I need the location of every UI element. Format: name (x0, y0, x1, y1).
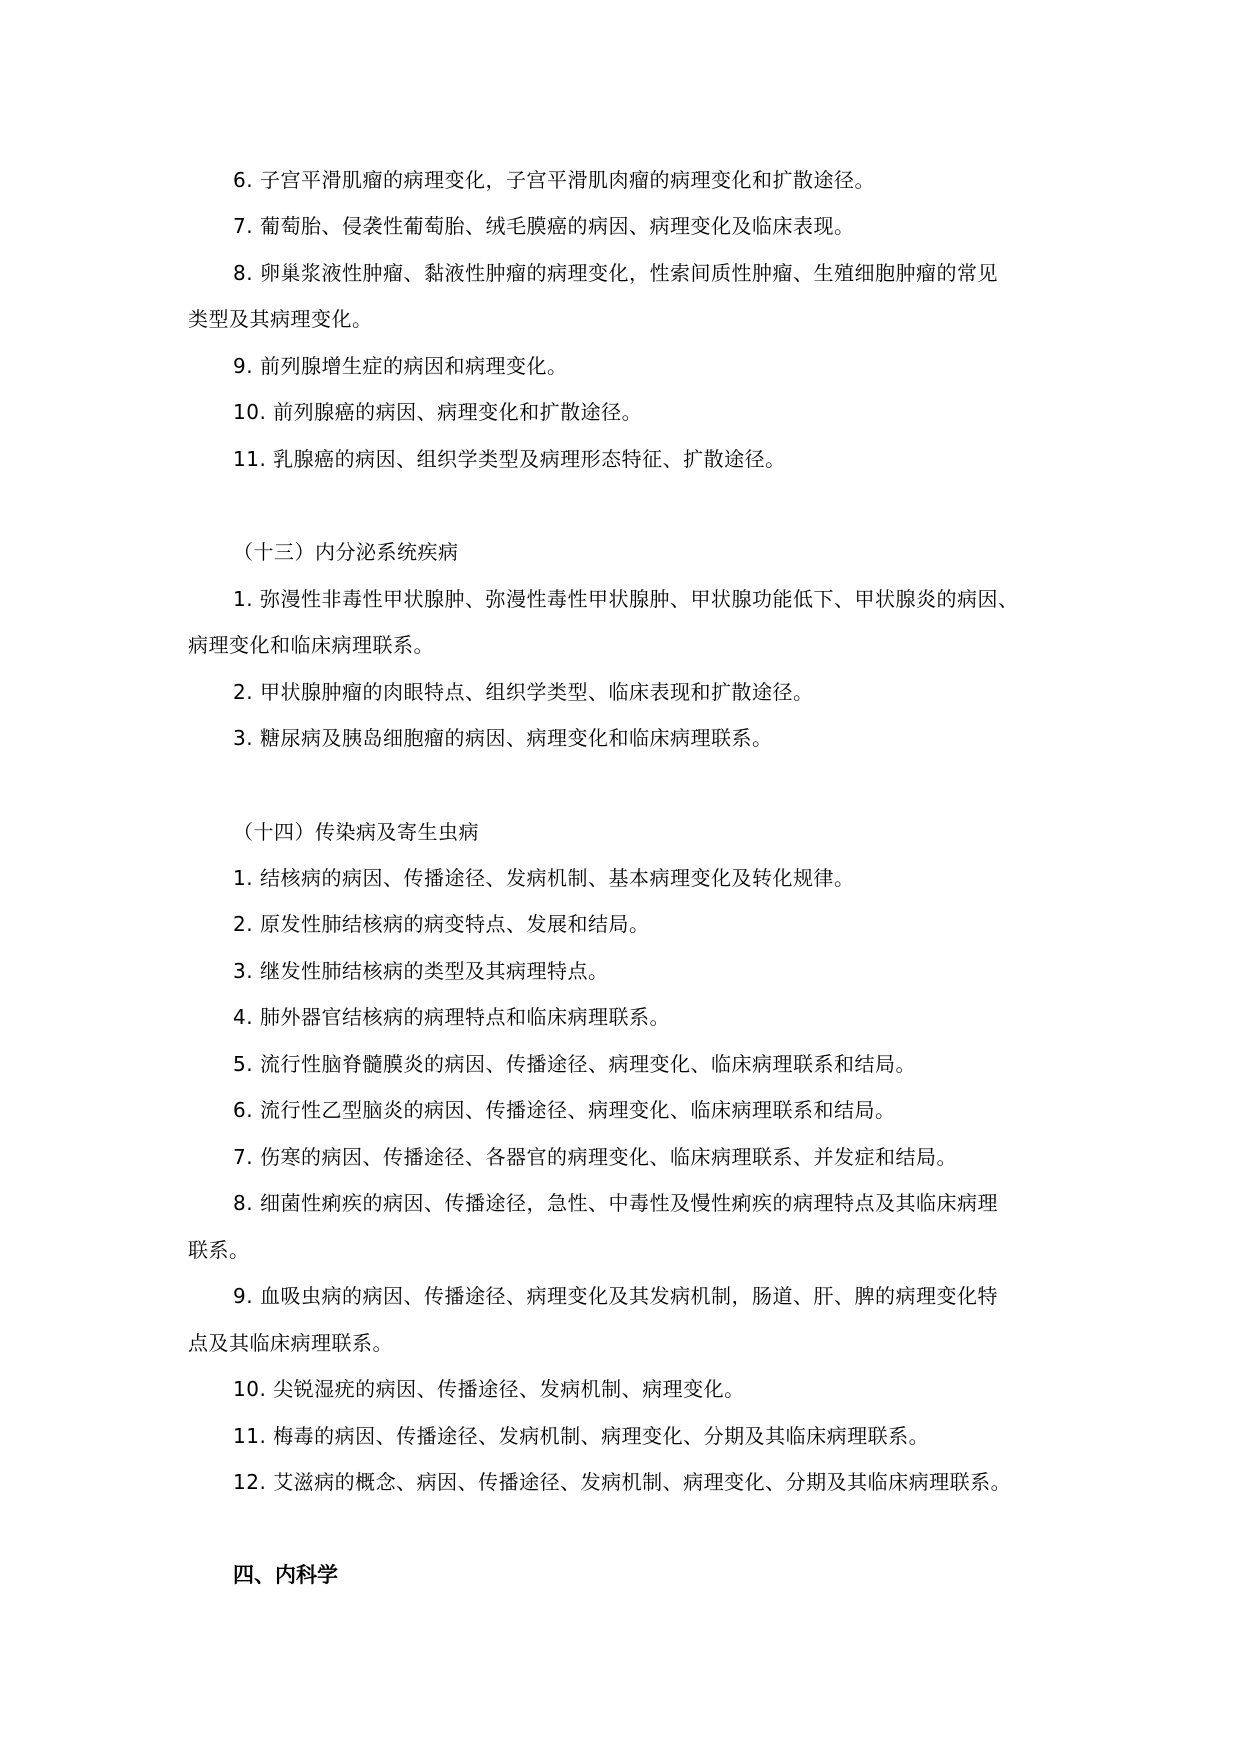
s14-item-2: 2. 原发性肺结核病的病变特点、发展和结局。 (233, 912, 650, 936)
s14-item-6: 6. 流行性乙型脑炎的病因、传播途径、病理变化、临床病理联系和结局。 (233, 1098, 896, 1122)
s13-item-1-line1: 1. 弥漫性非毒性甲状腺肿、弥漫性毒性甲状腺肿、甲状腺功能低下、甲状腺炎的病因、 (233, 587, 1019, 611)
s14-item-3: 3. 继发性肺结核病的类型及其病理特点。 (233, 959, 609, 983)
s14-item-8-line1: 8. 细菌性痢疾的病因、传播途径，急性、中毒性及慢性痢疾的病理特点及其临床病理 (233, 1191, 998, 1215)
s14-item-4: 4. 肺外器官结核病的病理特点和临床病理联系。 (233, 1005, 670, 1029)
section-14-title: （十四）传染病及寄生虫病 (233, 820, 479, 844)
s14-item-8-line2: 联系。 (188, 1238, 250, 1262)
s12-item-6: 6. 子宫平滑肌瘤的病理变化，子宫平滑肌肉瘤的病理变化和扩散途径。 (233, 168, 875, 192)
section-13-title: （十三）内分泌系统疾病 (233, 540, 459, 564)
s14-item-12: 12. 艾滋病的概念、病因、传播途径、发病机制、病理变化、分期及其临床病理联系。 (233, 1470, 1012, 1494)
s13-item-3: 3. 糖尿病及胰岛细胞瘤的病因、病理变化和临床病理联系。 (233, 726, 773, 750)
s14-item-1: 1. 结核病的病因、传播途径、发病机制、基本病理变化及转化规律。 (233, 866, 855, 890)
s13-item-2: 2. 甲状腺肿瘤的肉眼特点、组织学类型、临床表现和扩散途径。 (233, 680, 814, 704)
s14-item-7: 7. 伤寒的病因、传播途径、各器官的病理变化、临床病理联系、并发症和结局。 (233, 1145, 957, 1169)
s12-item-7: 7. 葡萄胎、侵袭性葡萄胎、绒毛膜癌的病因、病理变化及临床表现。 (233, 214, 855, 238)
s14-item-10: 10. 尖锐湿疣的病因、传播途径、发病机制、病理变化。 (233, 1377, 745, 1401)
s12-item-8-line2: 类型及其病理变化。 (188, 307, 373, 331)
s12-item-9: 9. 前列腺增生症的病因和病理变化。 (233, 354, 568, 378)
s14-item-9-line2: 点及其临床病理联系。 (188, 1331, 393, 1355)
s14-item-9-line1: 9. 血吸虫病的病因、传播途径、病理变化及其发病机制，肠道、肝、脾的病理变化特 (233, 1284, 998, 1308)
s13-item-1-line2: 病理变化和临床病理联系。 (188, 633, 434, 657)
s14-item-11: 11. 梅毒的病因、传播途径、发病机制、病理变化、分期及其临床病理联系。 (233, 1424, 930, 1448)
s12-item-11: 11. 乳腺癌的病因、组织学类型及病理形态特征、扩散途径。 (233, 447, 786, 471)
s14-item-5: 5. 流行性脑脊髓膜炎的病因、传播途径、病理变化、临床病理联系和结局。 (233, 1052, 916, 1076)
s12-item-8-line1: 8. 卵巢浆液性肿瘤、黏液性肿瘤的病理变化，性索间质性肿瘤、生殖细胞肿瘤的常见 (233, 261, 998, 285)
chapter-4-heading: 四、内科学 (233, 1563, 338, 1587)
s12-item-10: 10. 前列腺癌的病因、病理变化和扩散途径。 (233, 400, 643, 424)
